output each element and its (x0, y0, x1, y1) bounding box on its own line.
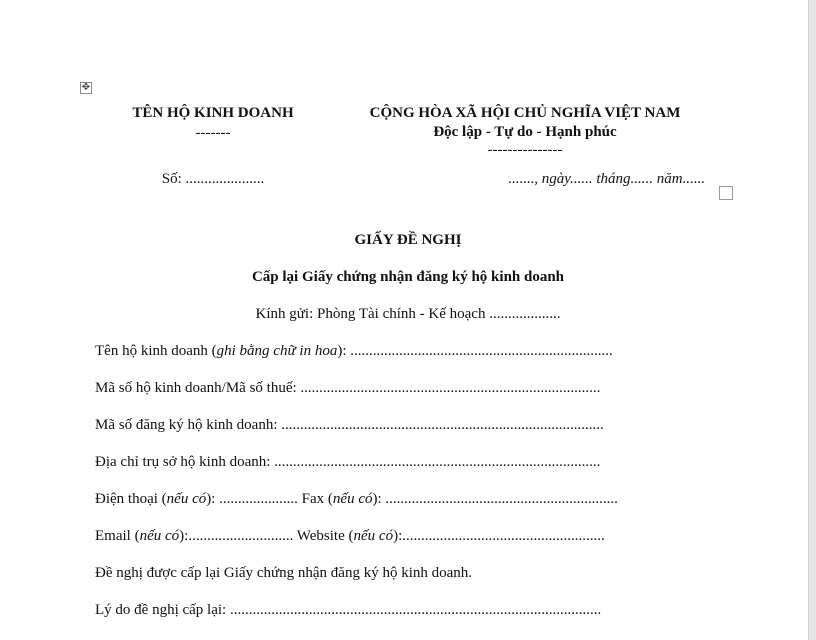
business-name-blank: ): ...................................................................... (337, 343, 613, 359)
business-name-note: ghi bằng chữ in hoa (216, 343, 338, 359)
table-move-handle-icon[interactable]: ✥ (81, 82, 91, 93)
phone-note: nếu có (166, 491, 207, 507)
document-subtitle: Cấp lại Giấy chứng nhận đăng ký hộ kinh doanh (251, 269, 565, 285)
request-statement: Đề nghị được cấp lại Giấy chứng nhận đăng ký hộ kinh doanh. (95, 565, 473, 581)
email-label: Email ( (95, 528, 140, 544)
recipient-line: Kính gửi: Phòng Tài chính - Kế hoạch ................... (255, 306, 561, 322)
business-name-field (95, 343, 613, 360)
business-name-label: Tên hộ kinh doanh ( (95, 343, 217, 359)
page-edge (808, 0, 816, 640)
business-code-field: Mã số hộ kinh doanh/Mã số thuế: ................................................................................ (95, 380, 601, 396)
left-dashes: ------- (195, 125, 231, 141)
motto: Độc lập - Tự do - Hạnh phúc (433, 124, 617, 140)
phone-fax-field (95, 491, 618, 508)
date-prefix: ......., (508, 171, 542, 187)
fax-note: nếu có (332, 491, 373, 507)
fax-blank: ): .............................................................. (372, 491, 618, 507)
address-field: Địa chỉ trụ sở hộ kinh doanh: ....................................................................................... (95, 454, 601, 470)
email-website-field (95, 528, 605, 545)
registration-code-field: Mã số đăng ký hộ kinh doanh: ...................................................................................... (95, 417, 604, 433)
date-line (508, 171, 705, 188)
reason-field: Lý do đề nghị cấp lại: ................................................................................................... (95, 602, 602, 618)
date-italic: ngày...... tháng...... năm...... (541, 171, 706, 187)
table-resize-handle[interactable] (719, 186, 733, 200)
document-title: GIẤY ĐỀ NGHỊ (354, 232, 462, 248)
business-name-heading: TÊN HỘ KINH DOANH (132, 105, 294, 121)
document-number: Số: ..................... (161, 171, 265, 187)
phone-label: Điện thoại ( (95, 491, 167, 507)
email-note: nếu có (139, 528, 180, 544)
phone-blank: ): ..................... Fax ( (206, 491, 333, 507)
website-blank: ):...................................................... (393, 528, 605, 544)
country-heading: CỘNG HÒA XÃ HỘI CHỦ NGHĨA VIỆT NAM (369, 105, 681, 121)
right-dashes: --------------- (487, 142, 563, 158)
email-blank: ):............................ Website ( (179, 528, 354, 544)
website-note: nếu có (353, 528, 394, 544)
